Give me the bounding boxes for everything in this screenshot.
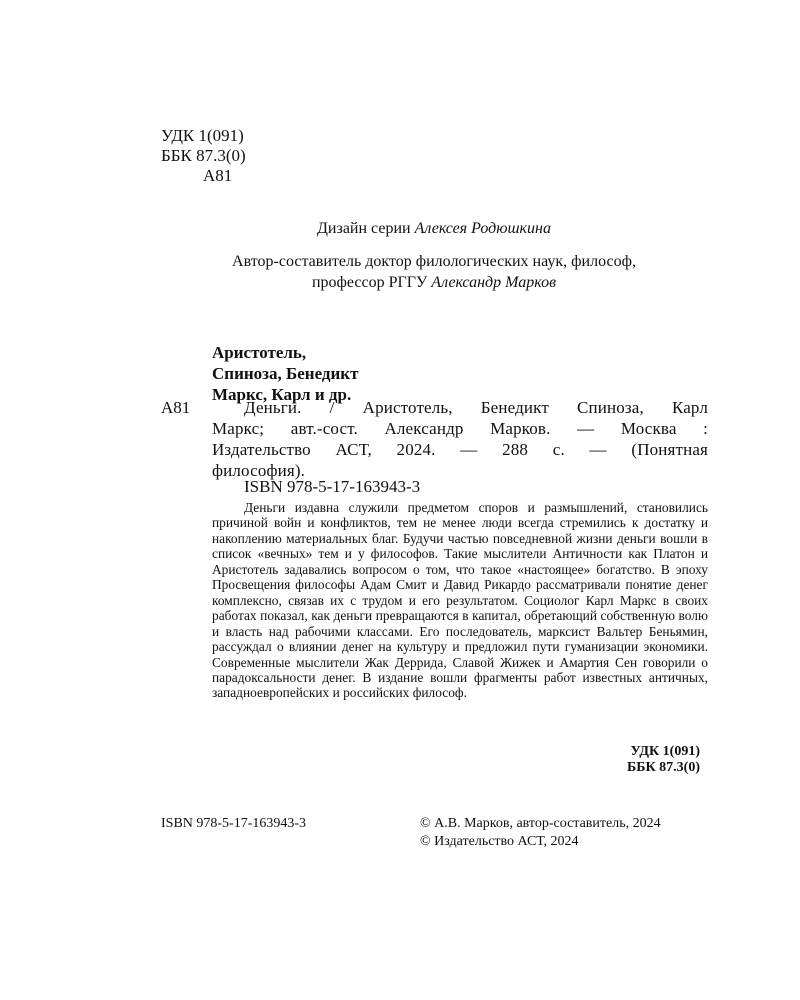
author-mark: А81 xyxy=(203,166,233,185)
annotation-udk: УДК 1(091) xyxy=(630,744,700,759)
compiler-credit-line2 xyxy=(160,272,708,293)
catalog-description xyxy=(212,397,708,481)
footer-copyrights xyxy=(420,815,661,851)
copyright-compiler: © А.В. Марков, автор-составитель, 2024 xyxy=(420,816,661,831)
catalog-author-line: Спиноза, Бенедикт xyxy=(212,364,359,383)
compiler-title: профессор РГГУ xyxy=(311,274,428,291)
compiler-credit xyxy=(160,251,708,293)
copyright-publisher: © Издательство АСТ, 2024 xyxy=(420,834,579,849)
catalog-description-line: Издательство АСТ, 2024. — 288 с. — (Понятная xyxy=(212,440,708,459)
catalog-description-line: Деньги. / Аристотель, Бенедикт Спиноза, Карл xyxy=(244,398,708,417)
catalog-description-line: Маркс; авт.-сост. Александр Марков. — Москва : xyxy=(212,419,708,438)
catalog-author-line: Маркс, Карл и др. xyxy=(212,385,352,404)
series-design-credit xyxy=(160,218,708,239)
footer-isbn: ISBN 978-5-17-163943-3 xyxy=(161,816,307,831)
bbk-code: ББК 87.3(0) xyxy=(161,146,246,165)
compiler-credit-line1: Автор-составитель доктор филологических наук, философ, xyxy=(232,253,636,270)
compiler-name: Александр Марков xyxy=(431,274,557,291)
catalog-isbn: ISBN 978-5-17-163943-3 xyxy=(244,477,421,496)
series-design-label: Дизайн серии xyxy=(317,220,411,237)
catalog-authors xyxy=(212,342,358,405)
catalog-description-line: философия). xyxy=(212,461,306,480)
classification-block xyxy=(161,126,246,186)
catalog-author-mark: А81 xyxy=(161,398,191,417)
udk-code: УДК 1(091) xyxy=(161,126,244,145)
annotation-bbk: ББК 87.3(0) xyxy=(627,760,700,775)
annotation-text: Деньги издавна служили предметом споров и размышлений, становились причиной войн и конфликтов, тем не менее люди всегда стремились к достатку и накоплению материальных благ. Будучи частью повседневной жизни деньги вошли в список «вечных» тем и у философов. Такие мыслители Античности как Платон и Аристотель задавались вопросом о том, что такое «настоящее» богатство. В эпоху Просвещения философы Адам Смит и Давид Рикардо рассматривали понятие денег комплексно, связав их с трудом и его результатом. Социолог Карл Маркс в своих работах показал, как деньги превращаются в капитал, обретающий собственную волю и власть над рабочими классами. Его последователь, марксист Вальтер Беньямин, рассуждал о влиянии денег на культуру и предложил пути гуманизации экономики. Современные мыслители Жак Деррида, Славой Жижек и Амартия Сен говорили о парадоксальности денег. В издание вошли фрагменты работ известных античных, западноевропейских и российских философ. xyxy=(212,500,708,701)
series-designer-name: Алексея Родюшкина xyxy=(414,220,551,237)
catalog-author-line: Аристотель, xyxy=(212,343,307,362)
annotation-codes xyxy=(627,744,700,776)
